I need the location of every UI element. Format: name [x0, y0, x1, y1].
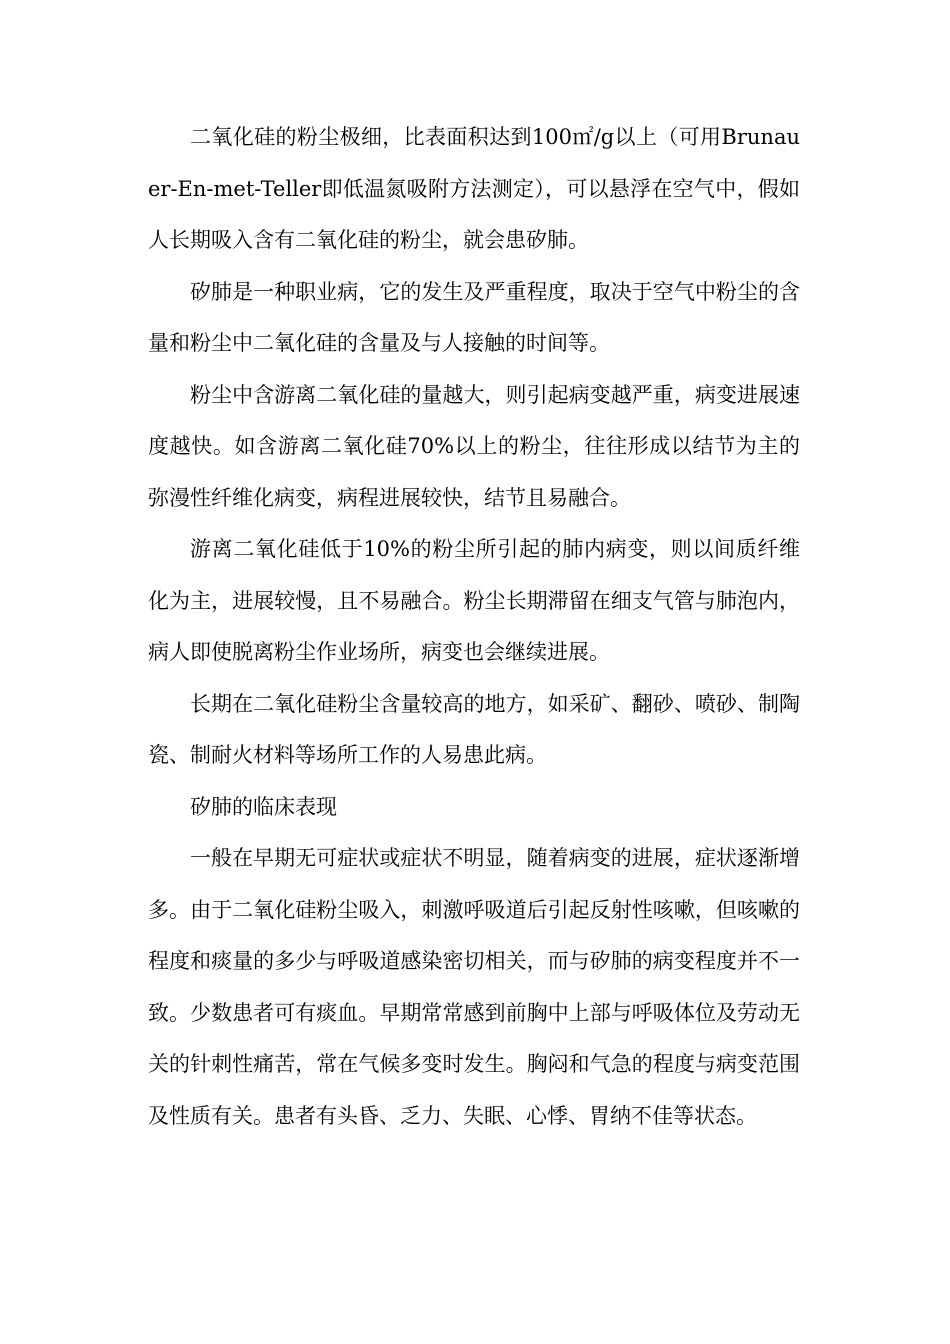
paragraph-clinical-symptoms: 一般在早期无可症状或症状不明显，随着病变的进展，症状逐渐增多。由于二氧化硅粉尘吸入，刺激呼吸道后引起反射性咳嗽，但咳嗽的程度和痰量的多少与呼吸道感染密切相关，而与矽肺的病变程度并不一致。少数患者可有痰血。早期常常感到前胸中上部与呼吸体位及劳动无关的针刺性痛苦，常在气候多变时发生。胸闷和气急的程度与病变范围及性质有关。患者有头昏、乏力、失眠、心悸、胃纳不佳等状态。	[148, 846, 800, 1128]
document-body	[148, 112, 800, 1142]
paragraph-free-silica-low: 游离二氧化硅低于10%的粉尘所引起的肺内病变，则以间质纤维化为主，进展较慢，且不易融合。粉尘长期滞留在细支气管与肺泡内，病人即使脱离粉尘作业场所，病变也会继续进展。	[148, 537, 800, 664]
paragraph-free-silica-high: 粉尘中含游离二氧化硅的量越大，则引起病变越严重，病变进展速度越快。如含游离二氧化硅70%以上的粉尘，往往形成以结节为主的弥漫性纤维化病变，病程进展较快，结节且易融合。	[148, 382, 800, 510]
paragraph-occupational-disease: 矽肺是一种职业病，它的发生及严重程度，取决于空气中粉尘的含量和粉尘中二氧化硅的含量及与人接触的时间等。	[148, 279, 800, 355]
paragraph-risk-workplaces: 长期在二氧化硅粉尘含量较高的地方，如采矿、翻砂、喷砂、制陶瓷、制耐火材料等场所工作的人易患此病。	[148, 691, 800, 767]
paragraph-silica-dust: 二氧化硅的粉尘极细，比表面积达到100㎡/g以上（可用Brunauer-En-met-Teller即低温氮吸附方法测定），可以悬浮在空气中，假如人长期吸入含有二氧化硅的粉尘，就会患矽肺。	[148, 125, 800, 252]
section-heading-clinical: 矽肺的临床表现	[190, 794, 337, 819]
